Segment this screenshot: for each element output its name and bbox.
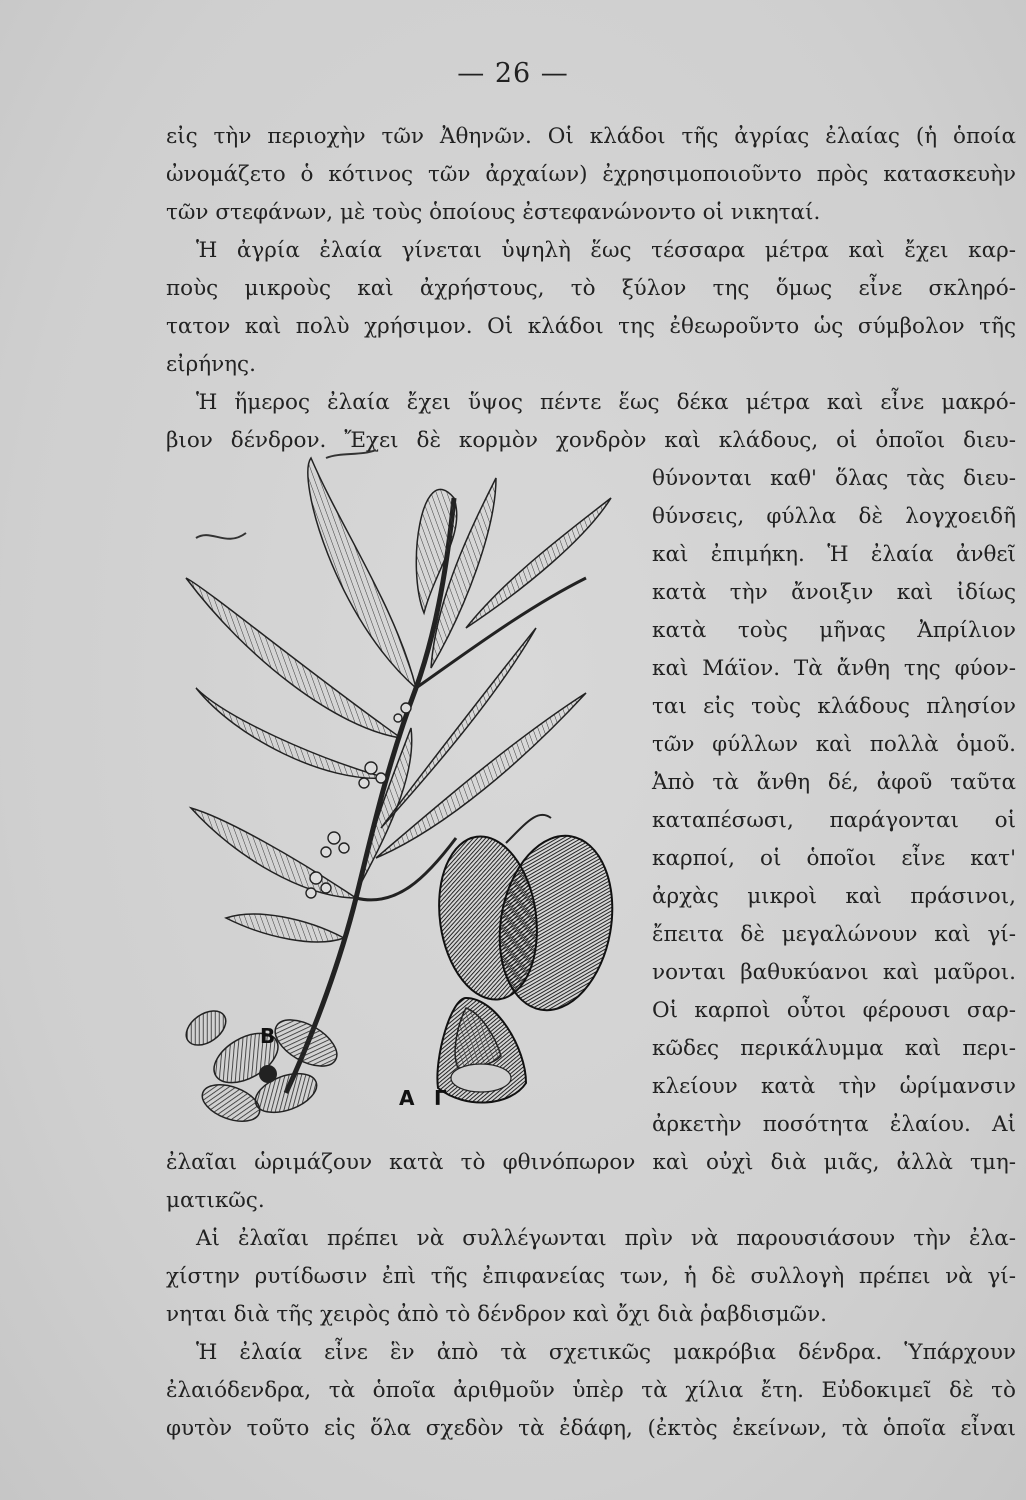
text-line-bottom-4: χίστην ρυτίδωσιν ἐπὶ τῆς ἐπιφανείας των, ἡ δὲ συλλογὴ πρέπει νὰ γί-	[166, 1264, 1016, 1289]
text-line-top-1: εἰς τὴν περιοχὴν τῶν Ἀθηνῶν. Οἱ κλάδοι τῆς ἀγρίας ἐλαίας (ἡ ὁποία	[166, 124, 1016, 149]
column-line-15: Οἱ καρποὶ οὗτοι φέρουσι σαρ-	[652, 998, 1016, 1023]
figure-label-b: Β	[260, 1024, 276, 1048]
text-line-bottom-2: ματικῶς.	[166, 1188, 265, 1213]
text-line-bottom-7: ἐλαιόδενδρα, τὰ ὁποῖα ἀριθμοῦν ὑπὲρ τὰ χίλια ἔτη. Εὐδοκιμεῖ δὲ τὸ	[166, 1378, 1016, 1403]
text-line-top-5: ποὺς μικροὺς καὶ ἀχρήστους, τὸ ξύλον της ὅμως εἶνε σκληρό-	[166, 276, 1016, 301]
text-line-top-8: Ἡ ἥμερος ἐλαία ἔχει ὕψος πέντε ἕως δέκα μέτρα καὶ εἶνε μακρό-	[196, 390, 1016, 415]
figure-label-c: Γ	[434, 1086, 447, 1110]
page-number: — 26 —	[457, 58, 569, 89]
column-line-9: Ἀπὸ τὰ ἄνθη δέ, ἀφοῦ ταῦτα	[652, 770, 1016, 795]
text-line-bottom-5: νηται διὰ τῆς χειρὸς ἀπὸ τὸ δένδρον καὶ ὄχι διὰ ῥαβδισμῶν.	[166, 1302, 827, 1327]
text-line-top-3: τῶν στεφάνων, μὲ τοὺς ὁποίους ἐστεφανώνοντο οἱ νικηταί.	[166, 200, 821, 225]
column-line-5: κατὰ τοὺς μῆνας Ἀπρίλιον	[652, 618, 1016, 643]
column-line-1: θύνονται καθ' ὅλας τὰς διευ-	[652, 466, 1016, 491]
figure-label-a: Α	[399, 1086, 415, 1110]
column-line-11: καρποί, οἱ ὁποῖοι εἶνε κατ'	[652, 846, 1016, 871]
column-line-4: κατὰ τὴν ἄνοιξιν καὶ ἰδίως	[652, 580, 1016, 605]
column-line-16: κῶδες περικάλυμμα καὶ περι-	[652, 1036, 1016, 1061]
text-line-bottom-1: ἐλαῖαι ὡριμάζουν κατὰ τὸ φθινόπωρον καὶ οὐχὶ διὰ μιᾶς, ἀλλὰ τμη-	[166, 1150, 1016, 1175]
column-line-18: ἀρκετὴν ποσότητα ἐλαίου. Αἱ	[652, 1112, 1016, 1137]
text-line-top-4: Ἡ ἀγρία ἐλαία γίνεται ὑψηλὴ ἕως τέσσαρα μέτρα καὶ ἔχει καρ-	[196, 238, 1016, 263]
text-line-top-6: τατον καὶ πολὺ χρήσιμον. Οἱ κλάδοι της ἐθεωροῦντο ὡς σύμβολον τῆς	[166, 314, 1016, 339]
cut-fruit-detail	[437, 998, 526, 1103]
column-line-2: θύνσεις, φύλλα δὲ λογχοειδῆ	[652, 504, 1016, 529]
text-line-top-7: εἰρήνης.	[166, 352, 256, 377]
olive-branch-drawing	[166, 438, 646, 1128]
column-line-7: ται εἰς τοὺς κλάδους πλησίον	[652, 694, 1016, 719]
text-line-top-2: ὠνομάζετο ὁ κότινος τῶν ἀρχαίων) ἐχρησιμοποιοῦντο πρὸς κατασκευὴν	[166, 162, 1016, 187]
column-line-12: ἀρχὰς μικροὶ καὶ πράσινοι,	[652, 884, 1016, 909]
column-line-10: καταπέσωσι, παράγονται οἱ	[652, 808, 1016, 833]
olive-branch-illustration	[166, 438, 646, 1128]
bud-detail	[180, 1004, 232, 1052]
text-line-top-9: βιον δένδρον. Ἔχει δὲ κορμὸν χονδρὸν καὶ κλάδους, οἱ ὁποῖοι διευ-	[166, 428, 1016, 453]
text-line-bottom-3: Αἱ ἐλαῖαι πρέπει νὰ συλλέγωνται πρὶν νὰ παρουσιάσουν τὴν ἐλα-	[196, 1226, 1016, 1251]
text-line-bottom-8: φυτὸν τοῦτο εἰς ὅλα σχεδὸν τὰ ἐδάφη, (ἐκτὸς ἐκείνων, τὰ ὁποῖα εἶναι	[166, 1416, 1016, 1441]
column-line-3: καὶ ἐπιμήκη. Ἡ ἐλαία ἀνθεῖ	[652, 542, 1016, 567]
column-line-6: καὶ Μάϊον. Τὰ ἄνθη της φύον-	[652, 656, 1016, 681]
column-line-13: ἔπειτα δὲ μεγαλώνουν καὶ γί-	[652, 922, 1016, 947]
olive-fruits	[429, 815, 625, 1019]
column-line-17: κλείουν κατὰ τὴν ὡρίμανσιν	[652, 1074, 1016, 1099]
text-line-bottom-6: Ἡ ἐλαία εἶνε ἓν ἀπὸ τὰ σχετικῶς μακρόβια δένδρα. Ὑπάρχουν	[196, 1340, 1016, 1365]
column-line-8: τῶν φύλλων καὶ πολλὰ ὁμοῦ.	[652, 732, 1016, 757]
column-line-14: νονται βαθυκύανοι καὶ μαῦροι.	[652, 960, 1016, 985]
